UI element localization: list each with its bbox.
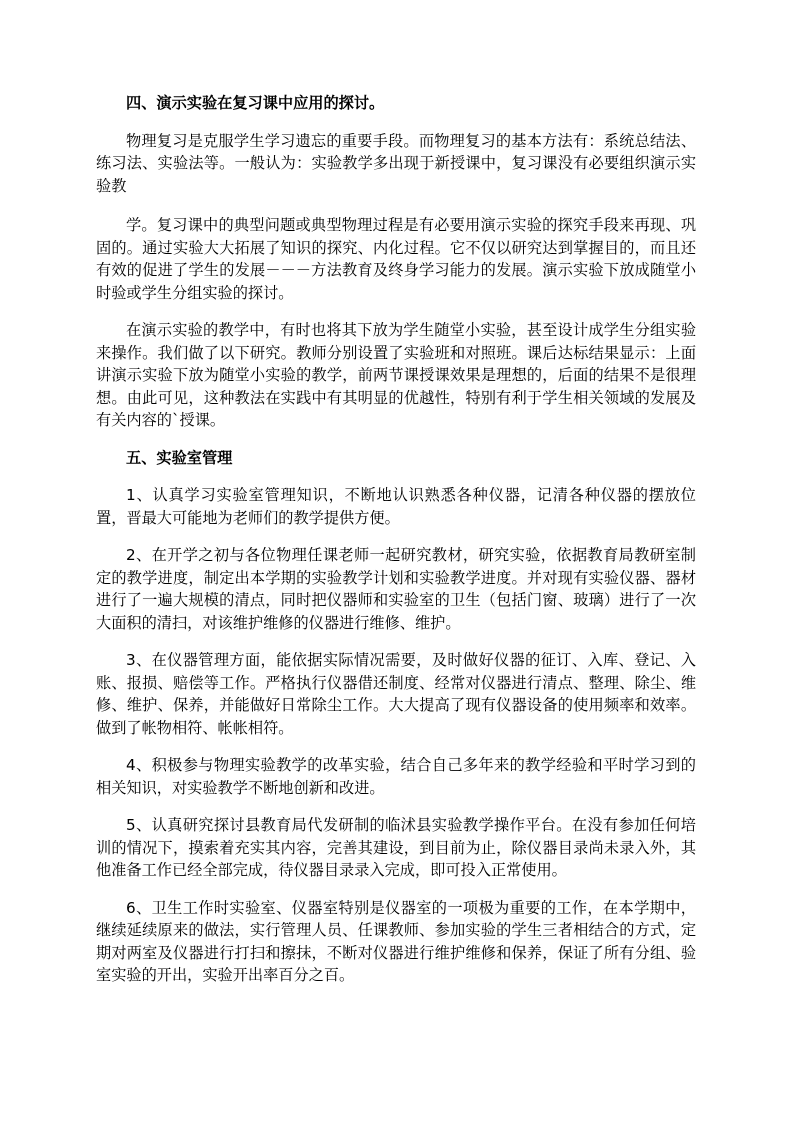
paragraph-lab-item-4: 4、积极参与物理实验教学的改革实验，结合自己多年来的教学经验和平时学习到的相关知识，对实验教学不断地创新和改进。 bbox=[96, 756, 696, 797]
paragraph-review-methods: 物理复习是克服学生学习遗忘的重要手段。而物理复习的基本方法有：系统总结法、练习法、实验法等。一般认为：实验教学多出现于新授课中，复习课没有必要组织演示实验教 bbox=[96, 131, 696, 195]
paragraph-lab-item-2: 2、在开学之初与各位物理任课老师一起研究教材，研究实验，依据教育局教研室制定的教学进度，制定出本学期的实验教学计划和实验教学进度。并对现有实验仪器、器材进行了一遍大规模的清点，同时把仪器师和实验室的卫生（包括门窗、玻璃）进行了一次大面积的清扫，对该维护维修的仪器进行维修、维护。 bbox=[96, 546, 696, 632]
paragraph-lab-item-6: 6、卫生工作时实验室、仪器室特别是仪器室的一项极为重要的工作，在本学期中，继续延续原来的做法，实行管理人员、任课教师、参加实验的学生三者相结合的方式，定期对两室及仪器进行打扫和擦抹，不断对仪器进行维护维修和保养，保证了所有分组、验室实验的开出，实验开出率百分之百。 bbox=[96, 898, 696, 984]
document-page bbox=[96, 92, 696, 987]
paragraph-lab-item-3: 3、在仪器管理方面，能依据实际情况需要，及时做好仪器的征订、入库、登记、入账、报损、赔偿等工作。严格执行仪器借还制度、经常对仪器进行清点、整理、除尘、维修、维护、保养，并能做好日常除尘工作。大大提高了现有仪器设备的使用频率和效率。做到了帐物相符、帐帐相符。 bbox=[96, 651, 696, 737]
paragraph-lab-item-1: 1、认真学习实验室管理知识，不断地认识熟悉各种仪器，记清各种仪器的摆放位置，晋最大可能地为老师们的教学提供方便。 bbox=[96, 486, 696, 527]
section-heading-4: 四、演示实验在复习课中应用的探讨。 bbox=[126, 94, 385, 112]
paragraph-lab-item-5: 5、认真研究探讨县教育局代发研制的临沭县实验教学操作平台。在没有参加任何培训的情况下，摸索着充实其内容，完善其建设，到目前为止，除仪器目录尚未录入外，其他准备工作已经全部完成，待仪器目录录入完成，即可投入正常使用。 bbox=[96, 816, 696, 879]
section-heading-5: 五、实验室管理 bbox=[126, 448, 233, 467]
paragraph-demo-research: 在演示实验的教学中，有时也将其下放为学生随堂小实验，甚至设计成学生分组实验来操作。我们做了以下研究。教师分别设置了实验班和对照班。课后达标结果显示：上面讲演示实验下放为随堂小实验的教学，前两节课授课效果是理想的，后面的结果不是很理想。由此可见，这种教法在实践中有其明显的优越性，特别有利于学生相关领域的发展及有关内容的`授课。 bbox=[96, 321, 696, 429]
paragraph-review-demo: 学。复习课中的典型问题或典型物理过程是有必要用演示实验的探究手段来再现、巩固的。通过实验大大拓展了知识的探究、内化过程。它不仅以研究达到掌握目的，而且还有效的促进了学生的发展－－－方法教育及终身学习能力的发展。演示实验下放成随堂小时验或学生分组实验的探讨。 bbox=[96, 216, 696, 302]
